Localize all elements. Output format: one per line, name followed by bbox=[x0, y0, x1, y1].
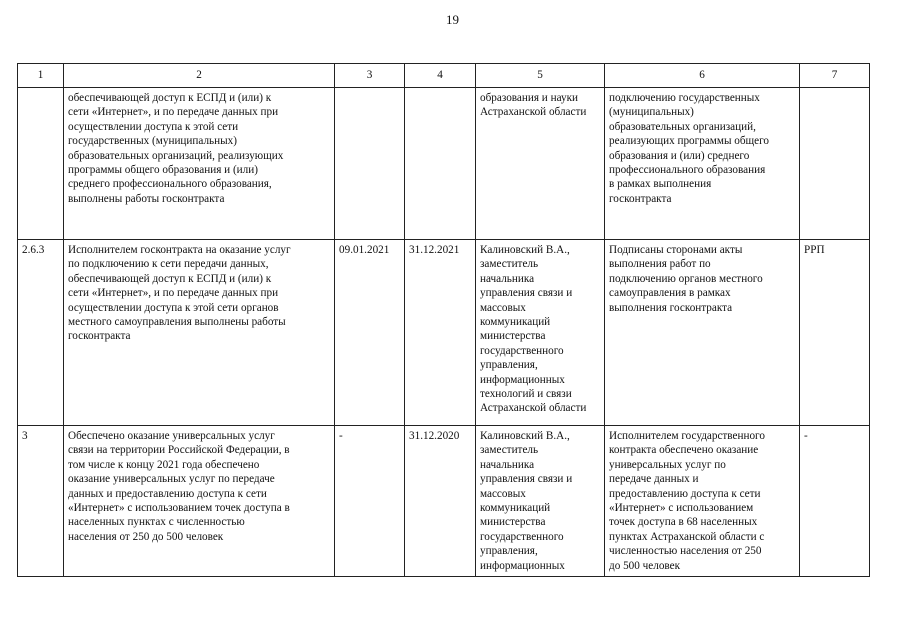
cell-result: подключению государственных (муниципальных) образовательных организаций, реализующих программы общего образования и (или) среднего профессионального образования в рамках выполнения госконтракта bbox=[605, 88, 800, 240]
table-header-row bbox=[18, 64, 870, 88]
column-header: 5 bbox=[476, 64, 605, 88]
cell-description: Исполнителем госконтракта на оказание услуг по подключению к сети передачи данных, обеспечивающей доступ к ЕСПД и (или) к сети «Интернет», и по передаче данных при осуществлении доступа к этой сети органов местного самоуправления выполнены работы госконтракта bbox=[64, 240, 335, 426]
column-header: 2 bbox=[64, 64, 335, 88]
column-header: 6 bbox=[605, 64, 800, 88]
cell-description: обеспечивающей доступ к ЕСПД и (или) к сети «Интернет», и по передаче данных при осуществлении доступа к этой сети государственных (муниципальных) образовательных организаций, реализующих программы общего образования и (или) среднего профессионального образования, выполнены работы госконтракта bbox=[64, 88, 335, 240]
cell-number: 3 bbox=[18, 426, 64, 577]
cell-type: РРП bbox=[800, 240, 870, 426]
cell-start-date bbox=[335, 88, 405, 240]
cell-description: Обеспечено оказание универсальных услуг связи на территории Российской Федерации, в том числе к концу 2021 года обеспечено оказание универсальных услуг по передаче данных и предоставлению доступа к сети «Интернет» с использованием точек доступа в населенных пунктах с численностью населения от 250 до 500 человек bbox=[64, 426, 335, 577]
cell-end-date: 31.12.2021 bbox=[405, 240, 476, 426]
cell-responsible: Калиновский В.А., заместитель начальника управления связи и массовых коммуникаций министерства государственного управления, информационных технологий и связи Астраханской области bbox=[476, 240, 605, 426]
cell-start-date: - bbox=[335, 426, 405, 577]
cell-number: 2.6.3 bbox=[18, 240, 64, 426]
column-header: 7 bbox=[800, 64, 870, 88]
cell-type: - bbox=[800, 426, 870, 577]
table-row bbox=[18, 88, 870, 240]
plan-table bbox=[17, 63, 870, 577]
cell-start-date: 09.01.2021 bbox=[335, 240, 405, 426]
cell-number bbox=[18, 88, 64, 240]
cell-result: Подписаны сторонами акты выполнения работ по подключению органов местного самоуправления в рамках выполнения госконтракта bbox=[605, 240, 800, 426]
column-header: 1 bbox=[18, 64, 64, 88]
table-row bbox=[18, 426, 870, 577]
column-header: 4 bbox=[405, 64, 476, 88]
cell-responsible: образования и науки Астраханской области bbox=[476, 88, 605, 240]
cell-result: Исполнителем государственного контракта обеспечено оказание универсальных услуг по передаче данных и предоставлению доступа к сети «Интернет» с использованием точек доступа в 68 населенных пунктах Астраханской области с численностью населения от 250 до 500 человек bbox=[605, 426, 800, 577]
page-number: 19 bbox=[446, 12, 459, 27]
cell-end-date bbox=[405, 88, 476, 240]
cell-type bbox=[800, 88, 870, 240]
cell-end-date: 31.12.2020 bbox=[405, 426, 476, 577]
column-header: 3 bbox=[335, 64, 405, 88]
table-row bbox=[18, 240, 870, 426]
cell-responsible: Калиновский В.А., заместитель начальника управления связи и массовых коммуникаций министерства государственного управления, информационных bbox=[476, 426, 605, 577]
